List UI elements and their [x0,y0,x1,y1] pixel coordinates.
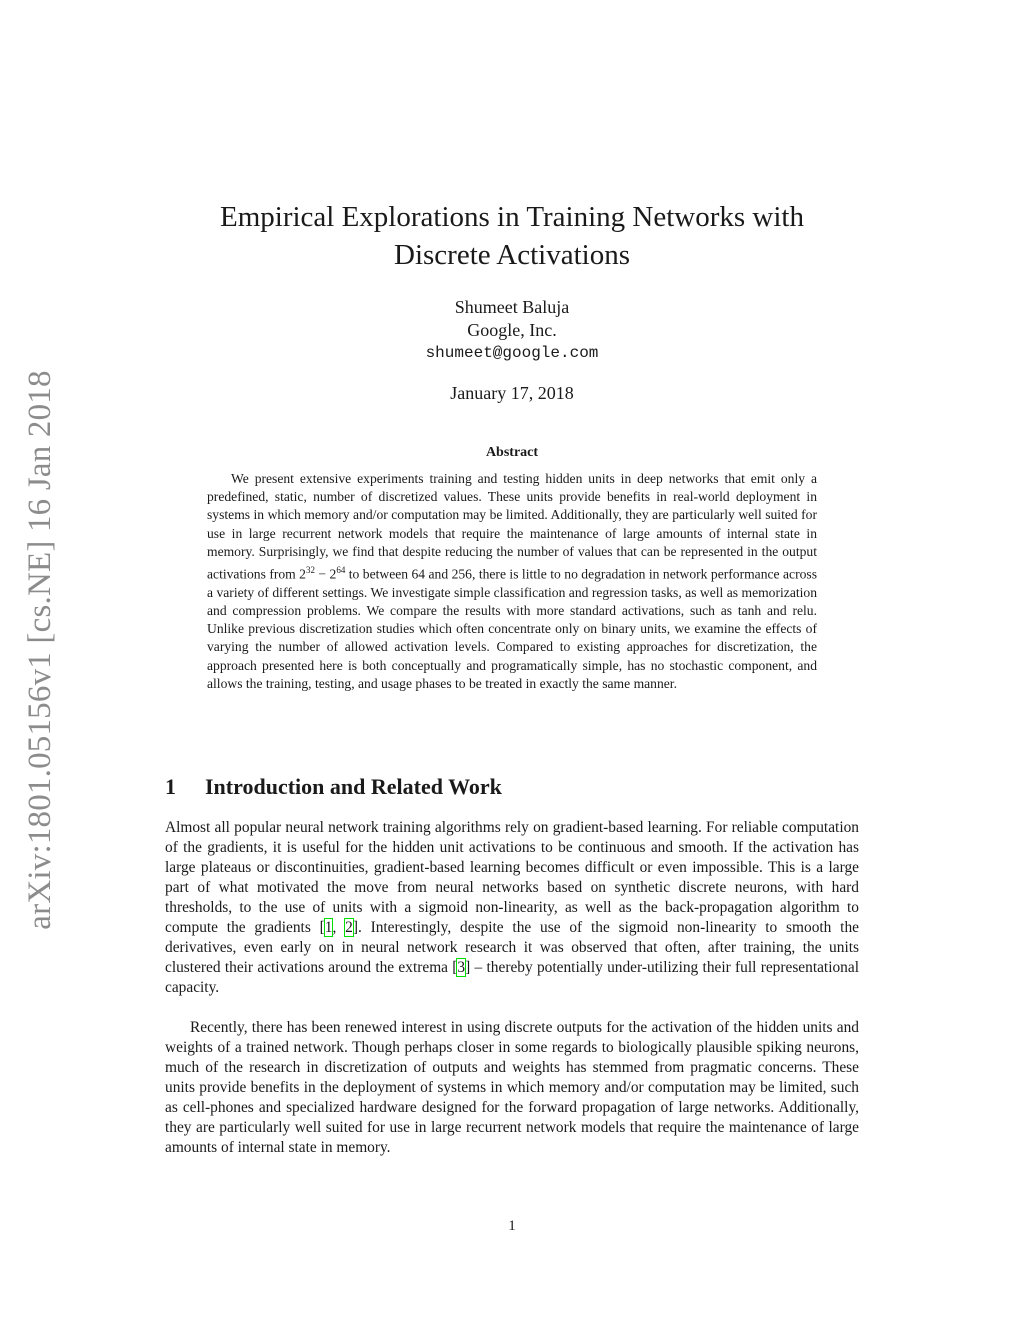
citation-link-2[interactable]: 2 [345,919,353,936]
intro-paragraph-1 [165,818,859,998]
abstract-text-part-1: We present extensive experiments training and testing hidden units in deep networks that emit only a predefined, static, number of discretized values. These units provide benefits in real-world deployment in systems in which memory and/or computation may be limited. Additionally, they are particularly well suited for use in large recurrent network models that require the maintenance of large amounts of internal state in memory. Surprisingly, we find that despite reducing the number of values that can be represented in the output activations from 2 [207,471,817,582]
citation-separator: , [332,919,346,936]
abstract-exponent-32: 32 [305,565,315,576]
paper-title [150,198,874,274]
paper-title-line-1: Empirical Explorations in Training Networks with [220,201,804,233]
intro-p1-part-2: ]. Interestingly, despite the use of the sigmoid non-linearity to smooth the derivatives, even early on in neural network research it was observed that often, after training, the units clustered their activations around the extrema [ [165,919,859,976]
intro-p1-part-3: ] – thereby potentially under-utilizing their full representational capacity. [165,959,859,996]
abstract-minus: − 2 [314,566,337,582]
abstract-text [207,470,817,693]
citation-link-1[interactable]: 1 [324,919,333,936]
intro-p1-part-1: Almost all popular neural network training algorithms rely on gradient-based learning. For reliable computation of the gradients, it is useful for the hidden unit activations to be continuous and smooth. If the activation has large plateaus or discontinuities, gradient-based learning becomes difficult or even impossible. This is a large part of what motivated the move from neural networks based on synthetic discrete neurons, with hard thresholds, to the use of units with a sigmoid non-linearity, as well as the back-propagation algorithm to compute the gradients [ [165,819,859,936]
section-number: 1 [165,774,176,799]
author-block [312,296,712,365]
abstract-text-part-2: to between 64 and 256, there is little to no degradation in network performance across a variety of different settings. We investigate simple classification and regression tasks, as well as memorization and compression problems. We compare the results with more standard activations, such as tanh and relu. Unlike previous discretization studies which often concentrate only on binary units, we examine the effects of varying the number of allowed activation levels. Compared to existing approaches for discretization, the approach presented here is both conceptually and programatically simple, has no stochastic component, and allows the training, testing, and usage phases to be treated in exactly the same manner. [207,566,817,691]
abstract-exponent-64: 64 [336,565,346,576]
section-title: Introduction and Related Work [205,774,502,799]
arxiv-identifier-stamp: arXiv:1801.05156v1 [cs.NE] 16 Jan 2018 [22,370,58,930]
author-affiliation: Google, Inc. [467,320,557,340]
paper-date: January 17, 2018 [450,383,574,403]
page-number: 1 [508,1218,516,1234]
author-email: shumeet@google.com [425,344,599,362]
intro-paragraph-2: Recently, there has been renewed interest in using discrete outputs for the activation of the hidden units and weights of a trained network. Though perhaps closer in some regards to biologically plausible spiking neurons, much of the research in discretization of outputs and weights has stemmed from pragmatic concerns. These units provide benefits in the deployment of systems in which memory and/or computation may be limited, such as cell-phones and specialized hardware designed for the forward propagation of large networks. Additionally, they are particularly well suited for use in large recurrent network models that require the maintenance of large amounts of internal state in memory. [165,1019,859,1156]
citation-link-3[interactable]: 3 [457,959,466,976]
section-heading-introduction [165,774,502,800]
abstract-heading: Abstract [485,445,539,460]
author-name: Shumeet Baluja [454,297,570,317]
paper-title-line-2: Discrete Activations [394,239,630,271]
